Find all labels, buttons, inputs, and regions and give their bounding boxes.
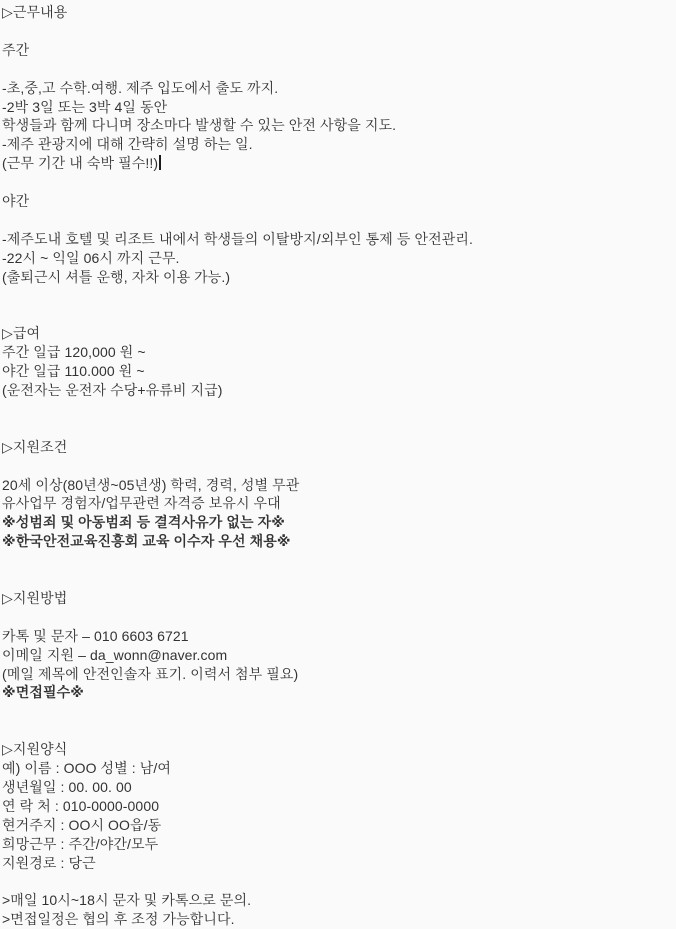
blank-line [2,305,674,324]
text-line [2,854,674,873]
blank-line [2,173,674,192]
line-text: -22시 ~ 익일 06시 까지 근무. [2,249,180,266]
text-line [2,778,674,797]
text-line [2,816,674,835]
line-text: ▷지원조건 [2,438,68,455]
line-text: 야간 [2,193,30,210]
line-text: ※한국안전교육진흥회 교육 이수자 우선 채용※ [2,533,291,550]
line-text: 학생들과 함께 다니며 장소마다 발생할 수 있는 안전 사항을 지도. [2,117,397,134]
line-text: 연 락 처 : 010-0000-0000 [2,797,160,814]
line-text: (근무 기간 내 숙박 필수!!) [2,155,159,172]
text-line [2,532,674,551]
text-line [2,740,674,759]
blank-line [2,22,674,41]
line-text: 이메일 지원 – da_wonn@naver.com [2,646,228,663]
blank-line [2,551,674,570]
line-text: ▷지원양식 [2,741,68,758]
text-caret [159,155,161,170]
text-line [2,759,674,778]
blank-line [2,457,674,476]
line-text: ※면접필수※ [2,684,84,701]
text-line [2,513,674,532]
text-line [2,910,674,929]
line-text: (출퇴근시 셔틀 운행, 자차 이용 가능.) [2,268,231,285]
text-line [2,683,674,702]
text-line [2,646,674,665]
text-line [2,192,674,211]
blank-line [2,211,674,230]
blank-line [2,419,674,438]
line-text: ▷급여 [2,325,41,342]
line-text: (운전자는 운전자 수당+유류비 지급) [2,382,223,399]
text-line [2,494,674,513]
line-text: -제주 관광지에 대해 간략히 설명 하는 일. [2,136,253,153]
text-line [2,116,674,135]
text-line [2,41,674,60]
line-text: 카톡 및 문자 – 010 6603 6721 [2,627,189,644]
text-line [2,835,674,854]
line-text: 지원경로 : 당근 [2,854,96,871]
line-text: 현거주지 : OO시 OO읍/동 [2,816,162,833]
text-line [2,362,674,381]
line-text: 희망근무 : 주간/야간/모두 [2,835,159,852]
text-line [2,268,674,287]
line-text: 야간 일급 110.000 원 ~ [2,363,145,380]
line-text: -2박 3일 또는 3박 4일 동안 [2,98,168,115]
text-line [2,230,674,249]
text-line [2,324,674,343]
text-line [2,343,674,362]
text-line [2,135,674,154]
line-text: 유사업무 경험자/업무관련 자격증 보유시 우대 [2,495,281,512]
blank-line [2,721,674,740]
line-text: 주간 일급 120,000 원 ~ [2,344,146,361]
blank-line [2,608,674,627]
blank-line [2,60,674,79]
line-text: -제주도내 호텔 및 리조트 내에서 학생들의 이탈방지/외부인 통제 등 안전관리. [2,230,473,247]
line-text: ▷근무내용 [2,4,68,20]
text-line [2,98,674,117]
blank-line [2,702,674,721]
line-text: -초,중,고 수학.여행. 제주 입도에서 출도 까지. [2,79,279,96]
text-line [2,381,674,400]
text-line [2,249,674,268]
blank-line [2,570,674,589]
text-line [2,438,674,457]
text-line [2,476,674,495]
line-text: (메일 제목에 안전인솔자 표기. 이력서 첨부 필요) [2,665,299,682]
text-line [2,797,674,816]
text-line [2,891,674,910]
blank-line [2,400,674,419]
text-line [2,665,674,684]
line-text: ※성범죄 및 아동범죄 등 결격사유가 없는 자※ [2,514,285,531]
line-text: >매일 10시~18시 문자 및 카톡으로 문의. [2,892,252,909]
text-line [2,589,674,608]
line-text: ▷지원방법 [2,589,68,606]
line-text: 20세 이상(80년생~05년생) 학력, 경력, 성별 무관 [2,476,300,493]
blank-line [2,872,674,891]
text-line [2,154,674,173]
blank-line [2,287,674,306]
text-line [2,3,674,22]
line-text: >면접일정은 협의 후 조정 가능합니다. [2,911,235,928]
line-text: 주간 [2,41,30,58]
text-line [2,627,674,646]
line-text: 예) 이름 : OOO 성별 : 남/여 [2,760,172,777]
text-line [2,79,674,98]
line-text: 생년월일 : 00. 00. 00 [2,778,132,795]
